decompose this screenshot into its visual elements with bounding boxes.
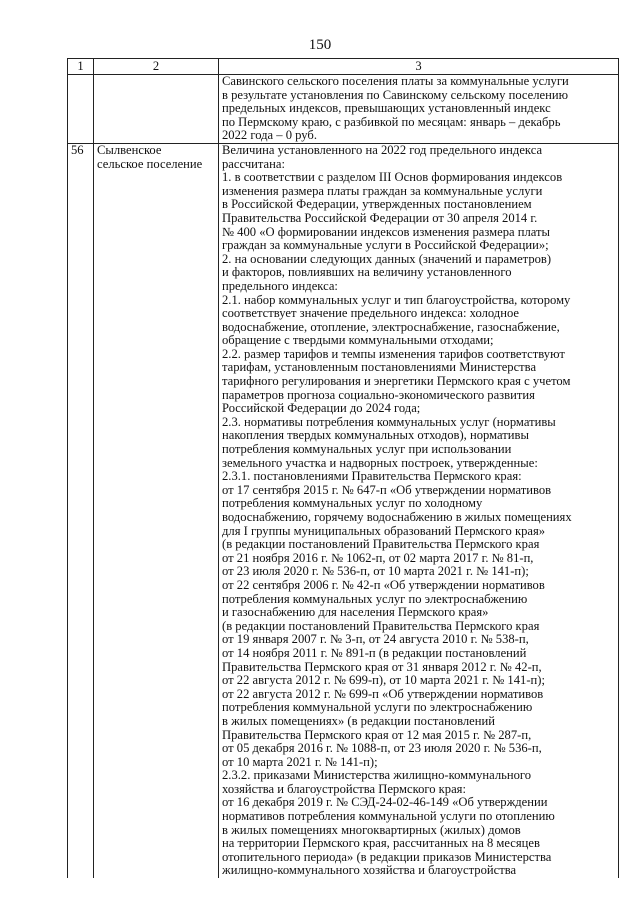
text-line: от 19 января 2007 г. № 3-п, от 24 августа 2010 г. № 538-п, (222, 632, 529, 647)
text-line: 2. на основании следующих данных (значений и параметров) (222, 251, 552, 266)
row-text-cell (219, 143, 619, 878)
text-line: (в редакции постановлений Правительства Пермского края (222, 537, 540, 552)
text-line: 2.1. набор коммунальных услуг и тип благоустройства, которому (222, 292, 571, 307)
text-line: жилищно-коммунального хозяйства и благоустройства (222, 863, 517, 878)
text-line: параметров прогноза социально-экономического развития (222, 387, 535, 402)
text-line: потребления коммунальных услуг при использовании (222, 442, 512, 457)
text-line: 2.2. размер тарифов и темпы изменения тарифов соответствуют (222, 346, 565, 361)
text-line: и факторов, повлиявших на величину установленного (222, 265, 512, 280)
text-line: от 22 августа 2012 г. № 699-п «Об утверждении нормативов (222, 686, 544, 701)
page-number: 150 (308, 37, 332, 53)
text-line: от 21 ноября 2016 г. № 1062-п, от 02 марта 2017 г. № 81-п, (222, 550, 534, 565)
text-line: от 05 декабря 2016 г. № 1088-п, от 23 июля 2020 г. № 536-п, (222, 741, 542, 756)
text-line: потребления коммунальных услуг по электроснабжению (222, 591, 528, 606)
text-line: (в редакции постановлений Правительства Пермского края (222, 618, 540, 633)
text-line: от 22 сентября 2006 г. № 42-п «Об утверждении нормативов (222, 577, 545, 592)
settlement-name-line: сельское поселение (97, 156, 203, 171)
table-row-continuation (68, 75, 619, 144)
text-line: Российской Федерации до 2024 года; (222, 401, 421, 416)
text-line: Правительства Российской Федерации от 30 апреля 2014 г. (222, 210, 538, 225)
text-line: в жилых помещениях» (в редакции постановлений (222, 713, 495, 728)
text-line: Правительства Пермского края от 31 января 2012 г. № 42-п, (222, 659, 542, 674)
text-line: изменения размера платы граждан за коммунальные услуги (222, 183, 543, 198)
text-line: и газоснабжению для населения Пермского края» (222, 605, 489, 620)
text-line: граждан за коммунальные услуги в Российской Федерации»; (222, 238, 549, 253)
row-name-cell (94, 143, 219, 878)
text-line: 2.3. нормативы потребления коммунальных услуг (нормативы (222, 414, 556, 429)
text-line: в жилых помещениях многоквартирных (жилых) домов (222, 822, 521, 837)
text-line: на территории Пермского края, рассчитанных на 8 месяцев (222, 836, 540, 851)
text-line: хозяйства и благоустройства Пермского края: (222, 781, 466, 796)
text-line: 1. в соответствии с разделом III Основ формирования индексов (222, 170, 563, 185)
row-text-cell (219, 75, 619, 144)
text-line: потребления коммунальной услуги по электроснабжению (222, 700, 533, 715)
text-line: по Пермскому краю, с разбивкой по месяцам: январь – декабрь (222, 114, 561, 129)
text-line: тарифам, установленным постановлениями Министерства (222, 360, 537, 375)
text-line: земельного участка и надворных построек, утвержденные: (222, 455, 538, 470)
text-line: водоснабжению, горячему водоснабжению в жилых помещениях (222, 510, 572, 524)
text-line: предельных индексов, превышающих установленный индекс (222, 101, 551, 116)
text-line: в результате установления по Савинскому сельскому поселению (222, 87, 569, 102)
text-line: от 10 марта 2021 г. № 141-п); (222, 754, 378, 769)
text-line: накопления твердых коммунальных отходов), нормативы (222, 428, 529, 443)
text-line: потребления коммунальных услуг по холодному (222, 496, 483, 511)
text-line: № 400 «О формировании индексов изменения размера платы (222, 224, 550, 239)
text-line: от 14 ноября 2011 г. № 891-п (в редакции постановлений (222, 645, 527, 660)
text-line: в Российской Федерации, утвержденных постановлением (222, 197, 532, 212)
text-line: рассчитана: (222, 156, 285, 171)
text-line: 2.3.2. приказами Министерства жилищно-коммунального (222, 768, 532, 783)
text-line: соответствует значение предельного индекса: холодное (222, 306, 519, 321)
text-line: отопительного периода» (в редакции приказов Министерства (222, 849, 552, 864)
text-line: предельного индекса: (222, 278, 338, 293)
row-number-cell (68, 75, 94, 144)
column-header-2: 2 (94, 59, 219, 75)
text-line: от 16 декабря 2019 г. № СЭД-24-02-46-149 «Об утверждении (222, 795, 548, 810)
document-table (67, 58, 619, 878)
text-line: нормативов потребления коммунальной услуги по отоплению (222, 809, 555, 824)
text-line: 2022 года – 0 руб. (222, 128, 317, 143)
column-header-1: 1 (68, 59, 94, 75)
text-line: от 22 августа 2012 г. № 699-п), от 10 марта 2021 г. № 141-п); (222, 673, 545, 688)
text-line: обращение с твердыми коммунальными отходами; (222, 333, 494, 348)
column-header-3: 3 (219, 59, 619, 75)
text-line: 2.3.1. постановлениями Правительства Пермского края: (222, 469, 522, 484)
table-row-56 (68, 143, 619, 878)
settlement-name-line: Сылвенское (97, 142, 162, 157)
text-line: тарифного регулирования и энергетики Пермского края с учетом (222, 374, 571, 389)
row-number-cell: 56 (68, 143, 94, 878)
text-line: Величина установленного на 2022 год предельного индекса (222, 142, 543, 157)
row-name-cell (94, 75, 219, 144)
text-line: Савинского сельского поселения платы за коммунальные услуги (222, 74, 569, 88)
text-line: Правительства Пермского края от 12 мая 2015 г. № 287-п, (222, 727, 532, 742)
text-line: от 23 июля 2020 г. № 536-п, от 10 марта 2021 г. № 141-п); (222, 564, 529, 579)
text-line: для I группы муниципальных образований Пермского края» (222, 523, 546, 538)
table-header-row (68, 59, 619, 75)
text-line: водоснабжение, отопление, электроснабжение, газоснабжение, (222, 319, 560, 334)
text-line: от 17 сентября 2015 г. № 647-п «Об утверждении нормативов (222, 482, 552, 497)
